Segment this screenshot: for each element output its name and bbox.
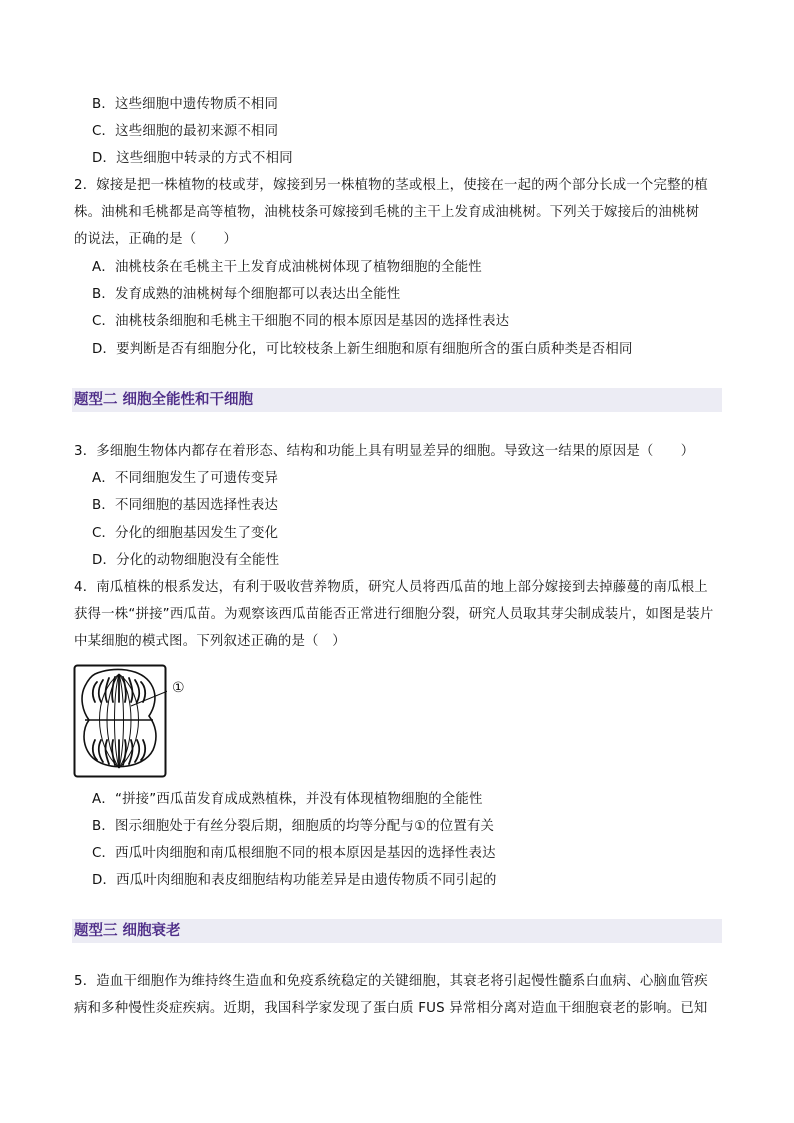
q3-option-a: A．不同细胞发生了可遗传变异 [92,471,279,486]
cell-division-figure [73,664,167,778]
q3-option-c: C．分化的细胞基因发生了变化 [92,526,279,541]
q5-stem-line-2: 病和多种慢性炎症疾病。近期，我国科学家发现了蛋白质 FUS 异常相分离对造血干细胞衰老的影响。已知 [74,1001,708,1016]
q3-option-d: D．分化的动物细胞没有全能性 [92,553,280,568]
q2-option-b: B．发育成熟的油桃树每个细胞都可以表达出全能性 [92,287,401,302]
q4-option-c: C．西瓜叶肉细胞和南瓜根细胞不同的根本原因是基因的选择性表达 [92,846,496,861]
q4-option-d: D．西瓜叶肉细胞和表皮细胞结构功能差异是由遗传物质不同引起的 [92,873,497,888]
q1-option-b: B．这些细胞中遗传物质不相同 [92,97,279,112]
section-heading-2: 题型二 细胞全能性和干细胞 [72,388,722,412]
q2-stem-line-3: 的说法，正确的是（ ） [74,232,238,247]
q3-option-b: B．不同细胞的基因选择性表达 [92,498,279,513]
figure-label-1: ① [172,680,185,696]
q1-option-c: C．这些细胞的最初来源不相同 [92,124,279,139]
q5-stem-line-1: 5．造血干细胞作为维持终生造血和免疫系统稳定的关键细胞，其衰老将引起慢性髓系白血病、心脑血管疾 [74,974,708,989]
q2-option-c: C．油桃枝条细胞和毛桃主干细胞不同的根本原因是基因的选择性表达 [92,314,510,329]
q2-stem-line-1: 2．嫁接是把一株植物的枝或芽，嫁接到另一株植物的茎或根上，使接在一起的两个部分长成一个完整的植 [74,178,708,193]
q1-option-d: D．这些细胞中转录的方式不相同 [92,151,293,166]
q4-stem-line-3: 中某细胞的模式图。下列叙述正确的是（ ） [74,634,346,649]
q2-option-a: A．油桃枝条在毛桃主干上发育成油桃树体现了植物细胞的全能性 [92,260,482,275]
q3-stem: 3．多细胞生物体内都存在着形态、结构和功能上具有明显差异的细胞。导致这一结果的原因是（ ） [74,444,695,459]
q4-option-b: B．图示细胞处于有丝分裂后期，细胞质的均等分配与①的位置有关 [92,819,495,834]
q4-stem-line-2: 获得一株“拼接”西瓜苗。为观察该西瓜苗能否正常进行细胞分裂，研究人员取其芽尖制成装片，如图是装片 [74,607,714,622]
section-heading-3: 题型三 细胞衰老 [72,919,722,943]
q4-option-a: A．“拼接”西瓜苗发育成成熟植株，并没有体现植物细胞的全能性 [92,792,483,807]
q2-option-d: D．要判断是否有细胞分化，可比较枝条上新生细胞和原有细胞所含的蛋白质种类是否相同 [92,342,633,357]
q4-stem-line-1: 4．南瓜植株的根系发达，有利于吸收营养物质，研究人员将西瓜苗的地上部分嫁接到去掉藤蔓的南瓜根上 [74,580,708,595]
q2-stem-line-2: 株。油桃和毛桃都是高等植物，油桃枝条可嫁接到毛桃的主干上发育成油桃树。下列关于嫁接后的油桃树 [74,205,700,220]
